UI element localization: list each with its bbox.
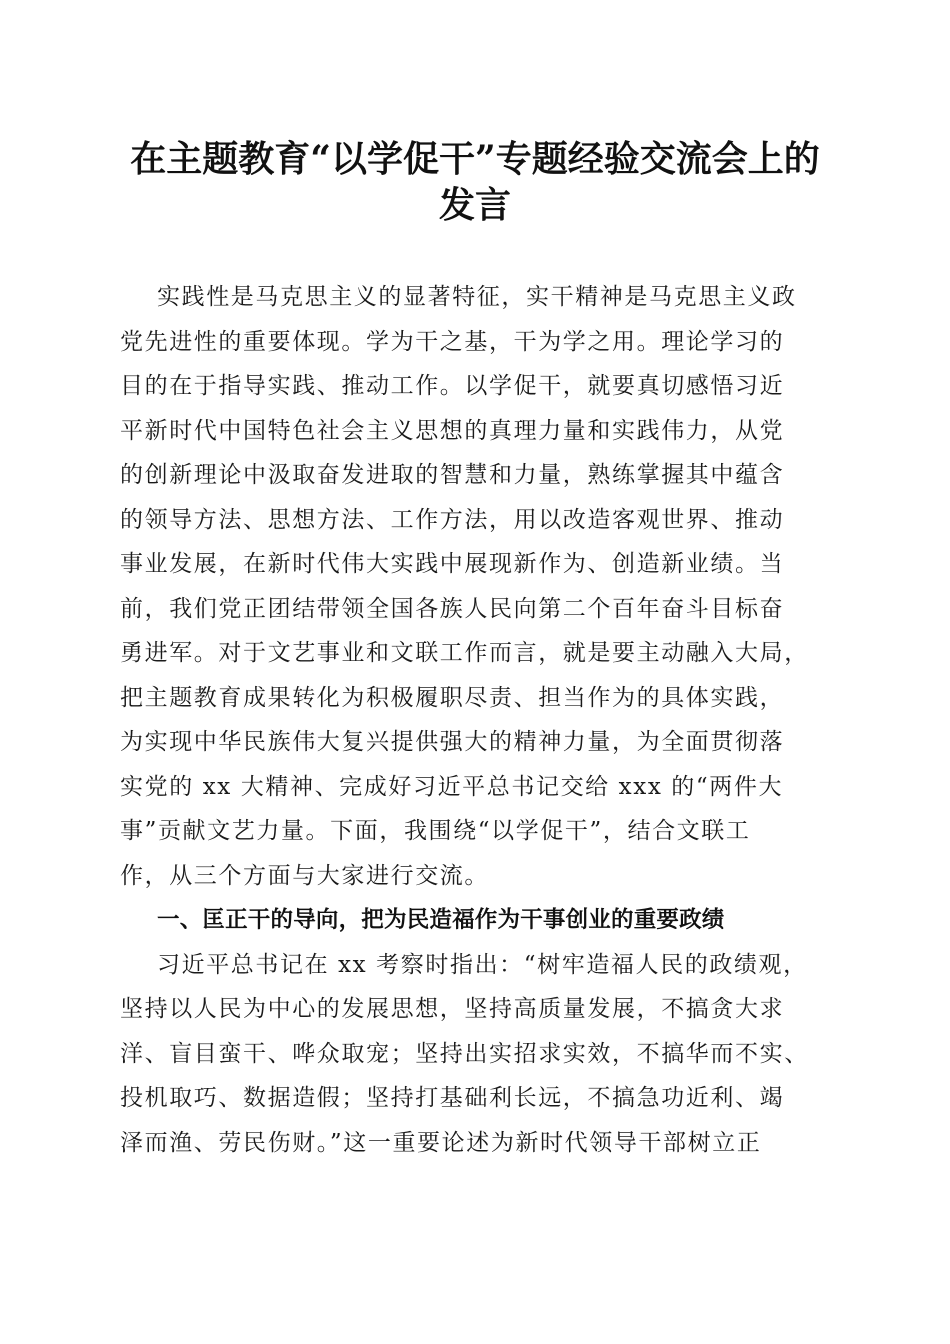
paragraph-2-line: 习近平总书记在 xx 考察时指出：“树牢造福人民的政绩观， xyxy=(157,951,808,978)
title-line-1: 在主题教育“以学促干”专题经验交流会上的 xyxy=(130,138,820,180)
document-title xyxy=(100,136,850,228)
paragraph-2-line: 洋、盲目蛮干、哗众取宠；坚持出实招求实效，不搞华而不实、 xyxy=(120,1040,809,1067)
paragraph-1-line: 目的在于指导实践、推动工作。以学促干，就要真切感悟习近 xyxy=(120,373,785,399)
paragraph-1-line: 作，从三个方面与大家进行交流。 xyxy=(120,862,489,889)
paragraph-1-line: 的领导方法、思想方法、工作方法，用以改造客观世界、推动 xyxy=(120,506,785,533)
paragraph-1-line: 为实现中华民族伟大复兴提供强大的精神力量，为全面贯彻落 xyxy=(120,729,785,755)
paragraph-1-line: 事”贡献文艺力量。下面，我围绕“以学促干”，结合文联工 xyxy=(120,818,751,844)
paragraph-2 xyxy=(120,943,830,1166)
paragraph-1-line: 事业发展，在新时代伟大实践中展现新作为、创造新业绩。当 xyxy=(120,551,785,577)
document-body xyxy=(120,275,830,1165)
paragraph-1-line: 平新时代中国特色社会主义思想的真理力量和实践伟力，从党 xyxy=(120,417,785,444)
paragraph-1 xyxy=(120,275,830,898)
paragraph-1-line: 前，我们党正团结带领全国各族人民向第二个百年奋斗目标奋 xyxy=(120,595,785,622)
title-line-2: 发言 xyxy=(438,184,511,226)
paragraph-2-line: 坚持以人民为中心的发展思想，坚持高质量发展，不搞贪大求 xyxy=(120,996,785,1022)
paragraph-2-line: 投机取巧、数据造假；坚持打基础利长远，不搞急功近利、竭 xyxy=(120,1085,785,1111)
section-heading-1: 一、匡正干的导向，把为民造福作为干事创业的重要政绩 xyxy=(157,907,725,933)
paragraph-1-line: 的创新理论中汲取奋发进取的智慧和力量，熟练掌握其中蕴含 xyxy=(120,462,785,488)
paragraph-1-line: 勇进军。对于文艺事业和文联工作而言，就是要主动融入大局， xyxy=(120,640,809,666)
paragraph-1-line: 实践性是马克思主义的显著特征，实干精神是马克思主义政 xyxy=(157,284,797,310)
paragraph-1-line: 实党的 xx 大精神、完成好习近平总书记交给 xxx 的“两件大 xyxy=(120,773,784,800)
paragraph-1-line: 把主题教育成果转化为积极履职尽责、担当作为的具体实践， xyxy=(120,684,785,711)
paragraph-1-line: 党先进性的重要体现。学为干之基，干为学之用。理论学习的 xyxy=(120,328,785,355)
paragraph-2-line: 泽而渔、劳民伤财。”这一重要论述为新时代领导干部树立正 xyxy=(120,1129,762,1156)
